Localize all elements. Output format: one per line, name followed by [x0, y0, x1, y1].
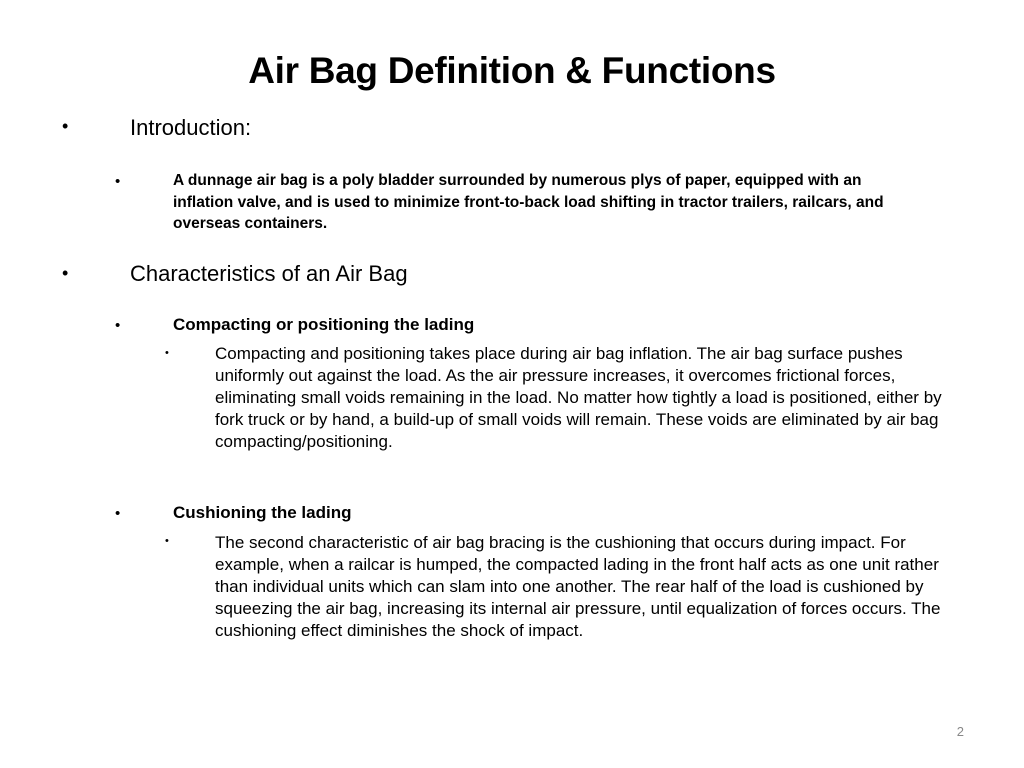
- bullet-icon: •: [115, 317, 121, 334]
- bullet-icon: •: [165, 535, 169, 547]
- bullet-icon: •: [62, 116, 69, 136]
- subheading-cushioning: Cushioning the lading: [173, 503, 352, 522]
- bullet-icon: •: [62, 263, 69, 283]
- intro-definition-text: A dunnage air bag is a poly bladder surrounded by numerous plys of paper, equipped with an inflation valve, and is used to minimize front-to-back load shifting in tractor trailers, railcars, and overseas containers.: [173, 172, 884, 232]
- bullet-icon: •: [115, 173, 121, 190]
- bullet-icon: •: [115, 505, 121, 522]
- compacting-detail-text: Compacting and positioning takes place during air bag inflation. The air bag surface pushes uniformly out against the load. As the air pressure increases, it overcomes frictional forces, eliminating small voids remaining in the load. No matter how tightly a load is positioned, either by fork truck or by hand, a build-up of small voids will remain. These voids are eliminated by air bag compacting/positioning.: [215, 344, 942, 451]
- page-number: 2: [956, 724, 964, 739]
- slide-title: Air Bag Definition & Functions: [248, 50, 776, 91]
- section-heading-introduction: Introduction:: [130, 115, 252, 140]
- subheading-compacting: Compacting or positioning the lading: [173, 315, 475, 334]
- cushioning-detail-text: The second characteristic of air bag bracing is the cushioning that occurs during impact. For example, when a railcar is humped, the compacted lading in the front half acts as one unit rather than individual units which can slam into one another. The rear half of the load is cushioned by squeezing the air bag, increasing its internal air pressure, until equalization of forces occurs. The cushioning effect diminishes the shock of impact.: [215, 533, 941, 640]
- bullet-icon: •: [165, 347, 169, 359]
- section-heading-characteristics: Characteristics of an Air Bag: [130, 261, 408, 286]
